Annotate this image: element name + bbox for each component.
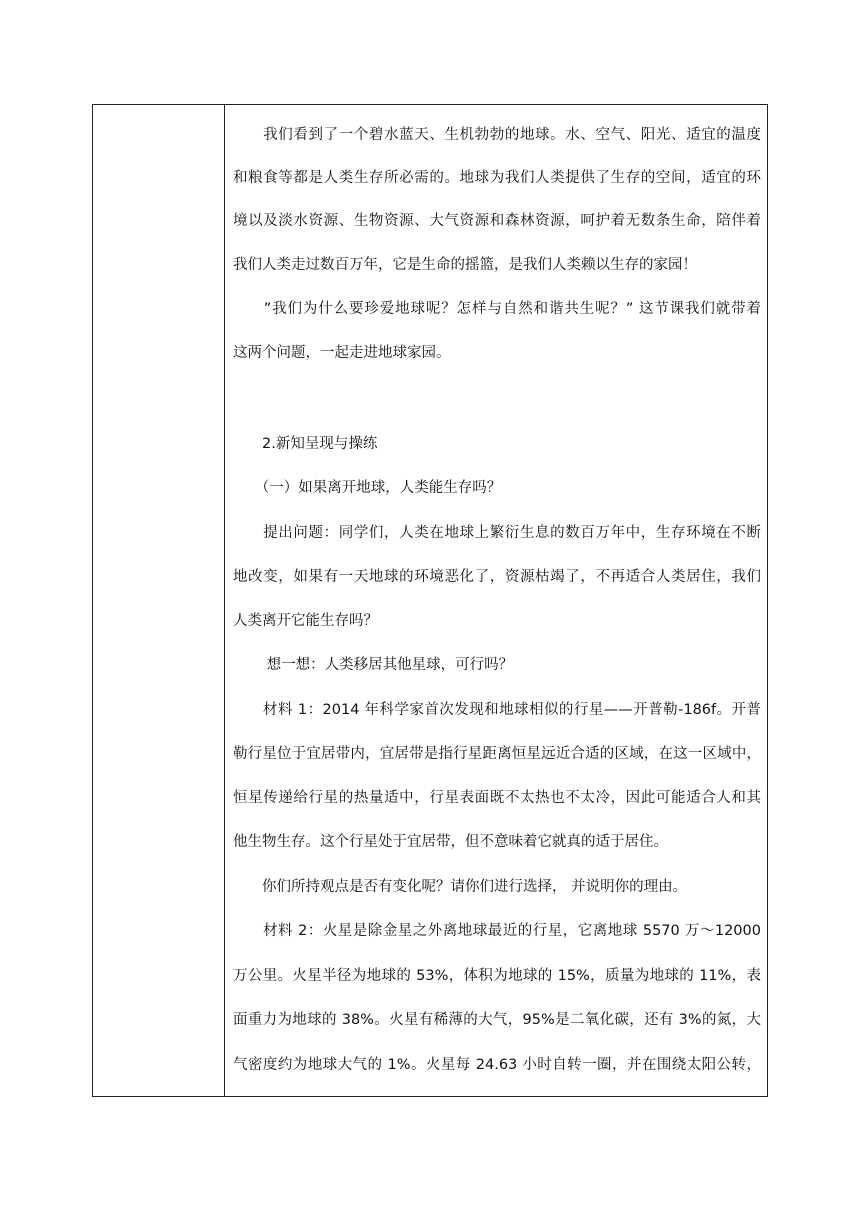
text-line-17: 你们所持观点是否有变化呢？请你们进行选择， 并说明你的理由。 [233, 879, 688, 895]
text-line-16: 他生物生存。这个行星处于宜居带，但不意味着它就真的适于居住。 [233, 834, 668, 850]
text-line-12: 想一想：人类移居其他星球，可行吗？ [233, 657, 514, 673]
text-line-14: 勒行星位于宜居带内，宜居带是指行星距离恒星远近合适的区域，在这一区域中， [233, 746, 761, 762]
text-line-20: 面重力为地球的 38%。火星有稀薄的大气，95%是二氧化碳，还有 3%的氮，大 [233, 1012, 761, 1028]
text-line-1: 我们看到了一个碧水蓝天、生机勃勃的地球。水、空气、阳光、适宜的温度 [233, 127, 761, 143]
text-line-4: 我们人类走过数百万年，它是生命的摇篮，是我们人类赖以生存的家园！ [233, 257, 697, 273]
text-line-5: ”我们为什么要珍爱地球呢？怎样与自然和谐共生呢？” 这节课我们就带着 [233, 301, 761, 317]
section-heading: 2.新知呈现与操练 [233, 436, 378, 452]
text-line-11: 人类离开它能生存吗？ [233, 613, 378, 629]
text-line-6: 这两个问题，一起走进地球家园。 [233, 345, 451, 361]
text-line-9: 提出问题：同学们，人类在地球上繁衍生息的数百万年中，生存环境在不断 [233, 525, 761, 541]
table-content-cell [225, 105, 767, 1096]
text-line-21: 气密度约为地球大气的 1%。火星每 24.63 小时自转一圈，并在围绕太阳公转， [233, 1057, 761, 1073]
text-line-13: 材料 1：2014 年科学家首次发现和地球相似的行星——开普勒-186f。开普 [233, 702, 761, 718]
text-line-2: 和粮食等都是人类生存所必需的。地球为我们人类提供了生存的空间，适宜的环 [233, 170, 761, 186]
text-line-10: 地改变，如果有一天地球的环境恶化了，资源枯竭了，不再适合人类居住，我们 [233, 569, 761, 585]
table-left-cell [93, 105, 225, 1096]
subsection-heading: （一）如果离开地球，人类能生存吗？ [233, 480, 502, 496]
text-line-18: 材料 2：火星是除金星之外离地球最近的行星，它离地球 5570 万～12000 [233, 923, 761, 939]
text-line-19: 万公里。火星半径为地球的 53%，体积为地球的 15%，质量为地球的 11%，表 [233, 968, 761, 984]
text-line-15: 恒星传递给行星的热量适中，行星表面既不太热也不太冷，因此可能适合人和其 [233, 790, 761, 806]
text-line-3: 境以及淡水资源、生物资源、大气资源和森林资源，呵护着无数条生命，陪伴着 [233, 213, 761, 229]
document-table [92, 104, 768, 1097]
